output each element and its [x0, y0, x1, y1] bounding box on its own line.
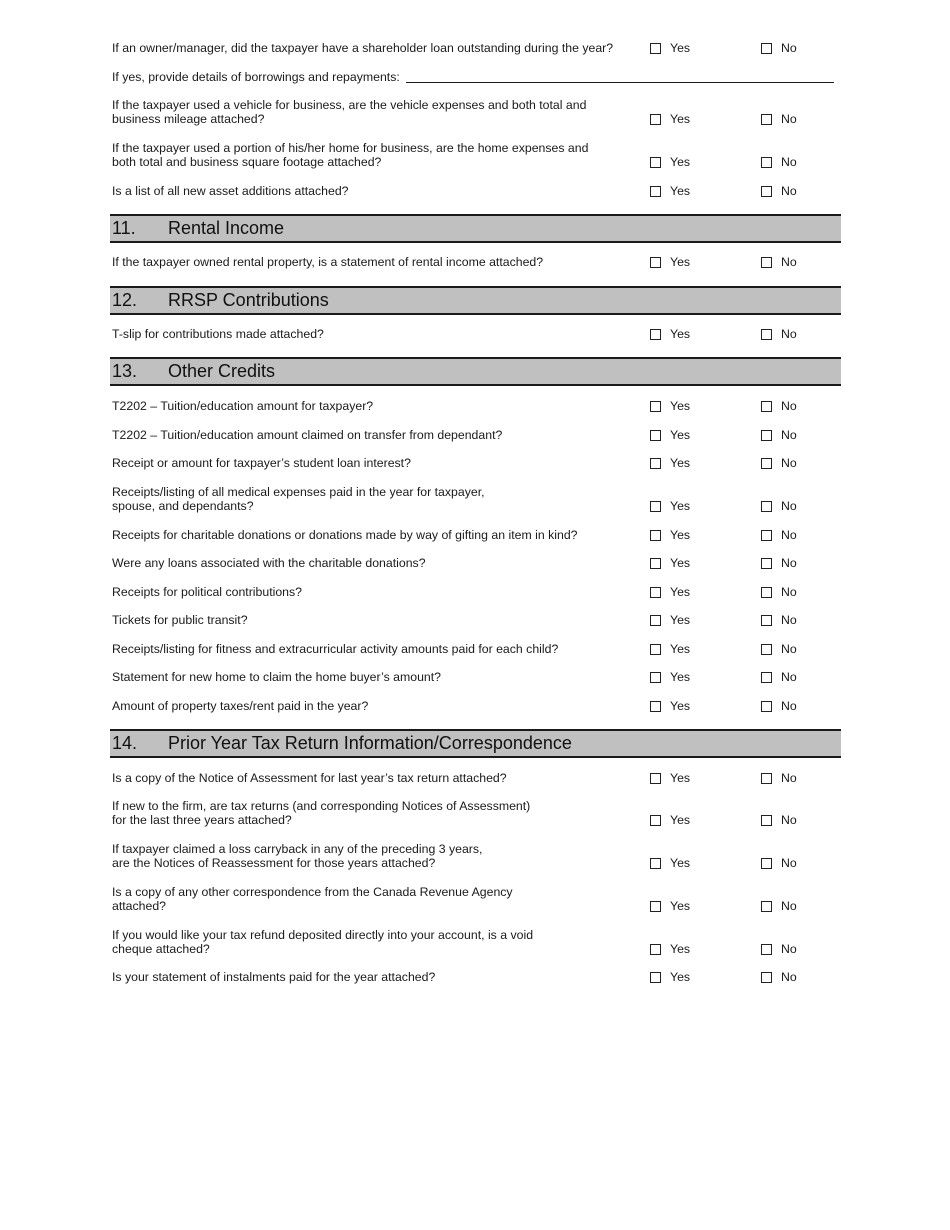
top-question-2-yes-checkbox[interactable] — [650, 114, 661, 125]
section-13-question-11-no-checkbox[interactable] — [761, 701, 772, 712]
section-13-question-8-text — [112, 613, 642, 627]
section-13-question-4-yes-label: Yes — [670, 499, 691, 513]
section-13-question-8-yes-checkbox[interactable] — [650, 615, 661, 626]
section-header-12 — [110, 286, 841, 315]
section-13-question-7-text — [112, 585, 642, 599]
section-13-question-3-no-option[interactable] — [761, 456, 797, 470]
top-question-2-no-label: No — [781, 112, 797, 126]
section-13-question-5-yes-option[interactable] — [650, 528, 690, 542]
section-13-question-6-no-checkbox[interactable] — [761, 558, 772, 569]
top-question-4-no-label: No — [781, 184, 797, 198]
question-line: Receipt or amount for taxpayer’s student loan interest? — [112, 456, 411, 470]
section-title: Rental Income — [168, 218, 285, 238]
top-question-2-no-option[interactable] — [761, 112, 797, 126]
section-13-question-4-no-option[interactable] — [761, 499, 797, 513]
section-14-question-5-yes-option[interactable] — [650, 942, 690, 956]
question-line: If the taxpayer used a portion of his/her home for business, are the home expenses and — [112, 141, 589, 155]
section-13-question-7-no-option[interactable] — [761, 585, 797, 599]
section-14-question-1-no-label: No — [781, 771, 797, 785]
section-14-question-2-no-checkbox[interactable] — [761, 815, 772, 826]
question-line: T2202 – Tuition/education amount for taxpayer? — [112, 399, 374, 413]
section-14-question-3-no-option[interactable] — [761, 856, 797, 870]
section-13-question-9-yes-label: Yes — [670, 642, 691, 656]
section-11-question-1-yes-checkbox[interactable] — [650, 257, 661, 268]
question-line: Tickets for public transit? — [112, 613, 248, 627]
section-14-question-4-no-label: No — [781, 899, 797, 913]
top-question-4-yes-checkbox[interactable] — [650, 186, 661, 197]
top-question-2-yes-option[interactable] — [650, 112, 690, 126]
question-line: cheque attached? — [112, 942, 210, 956]
section-13-question-4-text — [112, 485, 642, 513]
top-question-1-yes-label: Yes — [670, 41, 691, 55]
section-11-question-1-no-checkbox[interactable] — [761, 257, 772, 268]
section-14-question-5-no-checkbox[interactable] — [761, 944, 772, 955]
section-13-question-11-yes-option[interactable] — [650, 699, 690, 713]
section-13-question-10-yes-checkbox[interactable] — [650, 672, 661, 683]
section-14-question-4-text — [112, 885, 642, 913]
section-13-question-6-text — [112, 556, 642, 570]
section-13-question-4-no-label: No — [781, 499, 797, 513]
question-line: T2202 – Tuition/education amount claimed on transfer from dependant? — [112, 428, 503, 442]
question-line: Is a copy of any other correspondence from the Canada Revenue Agency — [112, 885, 513, 899]
borrowings-details-input[interactable] — [406, 82, 834, 83]
question-line: If an owner/manager, did the taxpayer have a shareholder loan outstanding during the year? — [112, 41, 614, 55]
question-line: Receipts/listing for fitness and extracurricular activity amounts paid for each child? — [112, 642, 559, 656]
top-question-1-yes-checkbox[interactable] — [650, 43, 661, 54]
top-question-4-no-checkbox[interactable] — [761, 186, 772, 197]
question-line: Amount of property taxes/rent paid in the year? — [112, 699, 369, 713]
question-line: Receipts/listing of all medical expenses paid in the year for taxpayer, — [112, 485, 485, 499]
section-14-question-1-no-checkbox[interactable] — [761, 773, 772, 784]
section-13-question-8-no-option[interactable] — [761, 613, 797, 627]
section-14-question-6-yes-option[interactable] — [650, 970, 690, 984]
section-13-question-5-text — [112, 528, 642, 542]
section-11-question-1-no-option[interactable] — [761, 255, 797, 269]
section-12-question-1-yes-option[interactable] — [650, 327, 690, 341]
question-line: Is a copy of the Notice of Assessment for last year’s tax return attached? — [112, 771, 507, 785]
top-question-1-yes-option[interactable] — [650, 41, 690, 55]
section-14-question-4-no-checkbox[interactable] — [761, 901, 772, 912]
question-line: spouse, and dependants? — [112, 499, 254, 513]
top-question-1-no-label: No — [781, 41, 797, 55]
section-13-question-2-no-checkbox[interactable] — [761, 430, 772, 441]
section-14-question-1-yes-option[interactable] — [650, 771, 690, 785]
question-line: If the taxpayer owned rental property, is a statement of rental income attached? — [112, 255, 544, 269]
top-question-1-no-option[interactable] — [761, 41, 797, 55]
top-question-2-no-checkbox[interactable] — [761, 114, 772, 125]
section-14-question-5-text — [112, 928, 642, 956]
section-13-question-3-yes-checkbox[interactable] — [650, 458, 661, 469]
section-14-question-5-yes-checkbox[interactable] — [650, 944, 661, 955]
section-14-question-6-text — [112, 970, 642, 984]
section-13-question-10-yes-option[interactable] — [650, 670, 690, 684]
section-13-question-10-yes-label: Yes — [670, 670, 691, 684]
section-header-13 — [110, 357, 841, 386]
section-13-question-2-yes-option[interactable] — [650, 428, 690, 442]
section-14-question-6-no-checkbox[interactable] — [761, 972, 772, 983]
section-13-question-10-no-option[interactable] — [761, 670, 797, 684]
question-line: Is a list of all new asset additions attached? — [112, 184, 349, 198]
section-13-question-7-yes-option[interactable] — [650, 585, 690, 599]
section-13-question-10-no-checkbox[interactable] — [761, 672, 772, 683]
section-12-question-1-yes-label: Yes — [670, 327, 691, 341]
question-line: If taxpayer claimed a loss carryback in any of the preceding 3 years, — [112, 842, 483, 856]
section-11-question-1-text — [112, 255, 642, 269]
section-14-question-4-yes-label: Yes — [670, 899, 691, 913]
section-number: 13. — [112, 361, 138, 381]
section-13-question-9-no-label: No — [781, 642, 797, 656]
section-13-question-2-no-option[interactable] — [761, 428, 797, 442]
section-13-question-3-no-label: No — [781, 456, 797, 470]
section-14-question-1-yes-checkbox[interactable] — [650, 773, 661, 784]
section-13-question-3-text — [112, 456, 642, 470]
top-question-4-yes-option[interactable] — [650, 184, 690, 198]
section-13-question-6-yes-label: Yes — [670, 556, 691, 570]
section-13-question-1-text — [112, 399, 642, 413]
section-13-question-8-no-checkbox[interactable] — [761, 615, 772, 626]
section-13-question-11-text — [112, 699, 642, 713]
section-14-question-3-text — [112, 842, 642, 870]
section-13-question-11-no-label: No — [781, 699, 797, 713]
section-11-question-1-yes-option[interactable] — [650, 255, 690, 269]
section-13-question-11-yes-checkbox[interactable] — [650, 701, 661, 712]
section-14-question-5-yes-label: Yes — [670, 942, 691, 956]
section-11-question-1-no-label: No — [781, 255, 797, 269]
section-number: 11. — [112, 218, 136, 238]
section-13-question-2-yes-checkbox[interactable] — [650, 430, 661, 441]
section-14-question-4-no-option[interactable] — [761, 899, 797, 913]
section-14-question-4-yes-option[interactable] — [650, 899, 690, 913]
section-13-question-8-yes-label: Yes — [670, 613, 691, 627]
top-question-3-yes-option[interactable] — [650, 155, 690, 169]
section-14-question-2-yes-option[interactable] — [650, 813, 690, 827]
section-13-question-6-yes-option[interactable] — [650, 556, 690, 570]
section-12-question-1-no-option[interactable] — [761, 327, 797, 341]
section-13-question-1-yes-option[interactable] — [650, 399, 690, 413]
top-question-3-yes-label: Yes — [670, 155, 691, 169]
section-title: Prior Year Tax Return Information/Correspondence — [168, 733, 572, 753]
section-13-question-4-yes-checkbox[interactable] — [650, 501, 661, 512]
section-13-question-8-no-label: No — [781, 613, 797, 627]
section-14-question-6-yes-label: Yes — [670, 970, 691, 984]
section-14-question-1-no-option[interactable] — [761, 771, 797, 785]
top-question-3-text — [112, 141, 642, 169]
section-13-question-1-no-option[interactable] — [761, 399, 797, 413]
section-13-question-7-yes-checkbox[interactable] — [650, 587, 661, 598]
question-line: are the Notices of Reassessment for those years attached? — [112, 856, 436, 870]
question-line: If the taxpayer used a vehicle for business, are the vehicle expenses and both total and — [112, 98, 587, 112]
section-14-question-5-no-option[interactable] — [761, 942, 797, 956]
borrowings-details-label: If yes, provide details of borrowings and repayments: — [112, 70, 400, 84]
section-13-question-3-yes-option[interactable] — [650, 456, 690, 470]
section-header-14 — [110, 729, 841, 758]
section-13-question-5-no-label: No — [781, 528, 797, 542]
section-13-question-1-no-checkbox[interactable] — [761, 401, 772, 412]
question-line: Receipts for charitable donations or donations made by way of gifting an item in kind? — [112, 528, 578, 542]
section-13-question-8-yes-option[interactable] — [650, 613, 690, 627]
section-14-question-2-no-option[interactable] — [761, 813, 797, 827]
section-title: RRSP Contributions — [168, 290, 329, 310]
section-13-question-6-yes-checkbox[interactable] — [650, 558, 661, 569]
question-line: Statement for new home to claim the home buyer’s amount? — [112, 670, 442, 684]
section-13-question-9-yes-checkbox[interactable] — [650, 644, 661, 655]
section-12-question-1-no-checkbox[interactable] — [761, 329, 772, 340]
section-header-11 — [110, 214, 841, 243]
section-13-question-4-no-checkbox[interactable] — [761, 501, 772, 512]
section-13-question-9-text — [112, 642, 642, 656]
section-13-question-5-no-checkbox[interactable] — [761, 530, 772, 541]
section-13-question-7-no-label: No — [781, 585, 797, 599]
section-13-question-6-no-option[interactable] — [761, 556, 797, 570]
section-number: 14. — [112, 733, 138, 753]
question-line: If new to the firm, are tax returns (and corresponding Notices of Assessment) — [112, 799, 531, 813]
section-13-question-2-text — [112, 428, 642, 442]
question-line: for the last three years attached? — [112, 813, 292, 827]
section-13-question-5-no-option[interactable] — [761, 528, 797, 542]
question-line: both total and business square footage attached? — [112, 155, 382, 169]
section-13-question-2-no-label: No — [781, 428, 797, 442]
top-question-3-yes-checkbox[interactable] — [650, 157, 661, 168]
section-14-question-3-no-label: No — [781, 856, 797, 870]
top-question-1-text — [112, 41, 642, 55]
section-14-question-5-no-label: No — [781, 942, 797, 956]
section-13-question-9-yes-option[interactable] — [650, 642, 690, 656]
section-11-question-1-yes-label: Yes — [670, 255, 691, 269]
section-13-question-3-no-checkbox[interactable] — [761, 458, 772, 469]
top-question-2-text — [112, 98, 642, 126]
section-13-question-6-no-label: No — [781, 556, 797, 570]
question-line: Receipts for political contributions? — [112, 585, 303, 599]
section-14-question-1-yes-label: Yes — [670, 771, 691, 785]
top-question-3-no-label: No — [781, 155, 797, 169]
section-13-question-1-no-label: No — [781, 399, 797, 413]
section-14-question-2-yes-label: Yes — [670, 813, 691, 827]
question-line: Is your statement of instalments paid for the year attached? — [112, 970, 436, 984]
section-12-question-1-yes-checkbox[interactable] — [650, 329, 661, 340]
question-line: T-slip for contributions made attached? — [112, 327, 324, 341]
section-13-question-9-no-checkbox[interactable] — [761, 644, 772, 655]
question-line: attached? — [112, 899, 167, 913]
section-13-question-5-yes-label: Yes — [670, 528, 691, 542]
section-14-question-3-no-checkbox[interactable] — [761, 858, 772, 869]
section-number: 12. — [112, 290, 138, 310]
question-line: business mileage attached? — [112, 112, 265, 126]
section-14-question-3-yes-checkbox[interactable] — [650, 858, 661, 869]
section-14-question-6-no-option[interactable] — [761, 970, 797, 984]
section-13-question-5-yes-checkbox[interactable] — [650, 530, 661, 541]
section-14-question-3-yes-label: Yes — [670, 856, 691, 870]
section-13-question-4-yes-option[interactable] — [650, 499, 690, 513]
section-13-question-10-text — [112, 670, 642, 684]
section-13-question-7-yes-label: Yes — [670, 585, 691, 599]
section-13-question-1-yes-label: Yes — [670, 399, 691, 413]
section-14-question-1-text — [112, 771, 642, 785]
top-question-2-yes-label: Yes — [670, 112, 691, 126]
section-13-question-3-yes-label: Yes — [670, 456, 691, 470]
section-13-question-11-yes-label: Yes — [670, 699, 691, 713]
top-question-3-no-checkbox[interactable] — [761, 157, 772, 168]
question-line: Were any loans associated with the charitable donations? — [112, 556, 426, 570]
top-question-4-yes-label: Yes — [670, 184, 691, 198]
section-14-question-6-no-label: No — [781, 970, 797, 984]
section-13-question-2-yes-label: Yes — [670, 428, 691, 442]
section-14-question-2-text — [112, 799, 642, 827]
section-13-question-7-no-checkbox[interactable] — [761, 587, 772, 598]
section-14-question-2-yes-checkbox[interactable] — [650, 815, 661, 826]
section-12-question-1-no-label: No — [781, 327, 797, 341]
section-title: Other Credits — [168, 361, 276, 381]
section-14-question-6-yes-checkbox[interactable] — [650, 972, 661, 983]
top-question-4-no-option[interactable] — [761, 184, 797, 198]
section-14-question-2-no-label: No — [781, 813, 797, 827]
top-question-3-no-option[interactable] — [761, 155, 797, 169]
question-line: If you would like your tax refund deposited directly into your account, is a void — [112, 928, 534, 942]
section-12-question-1-text — [112, 327, 642, 341]
section-14-question-3-yes-option[interactable] — [650, 856, 690, 870]
section-13-question-1-yes-checkbox[interactable] — [650, 401, 661, 412]
section-13-question-11-no-option[interactable] — [761, 699, 797, 713]
section-14-question-4-yes-checkbox[interactable] — [650, 901, 661, 912]
top-question-4-text — [112, 184, 642, 198]
section-13-question-10-no-label: No — [781, 670, 797, 684]
top-question-1-no-checkbox[interactable] — [761, 43, 772, 54]
section-13-question-9-no-option[interactable] — [761, 642, 797, 656]
